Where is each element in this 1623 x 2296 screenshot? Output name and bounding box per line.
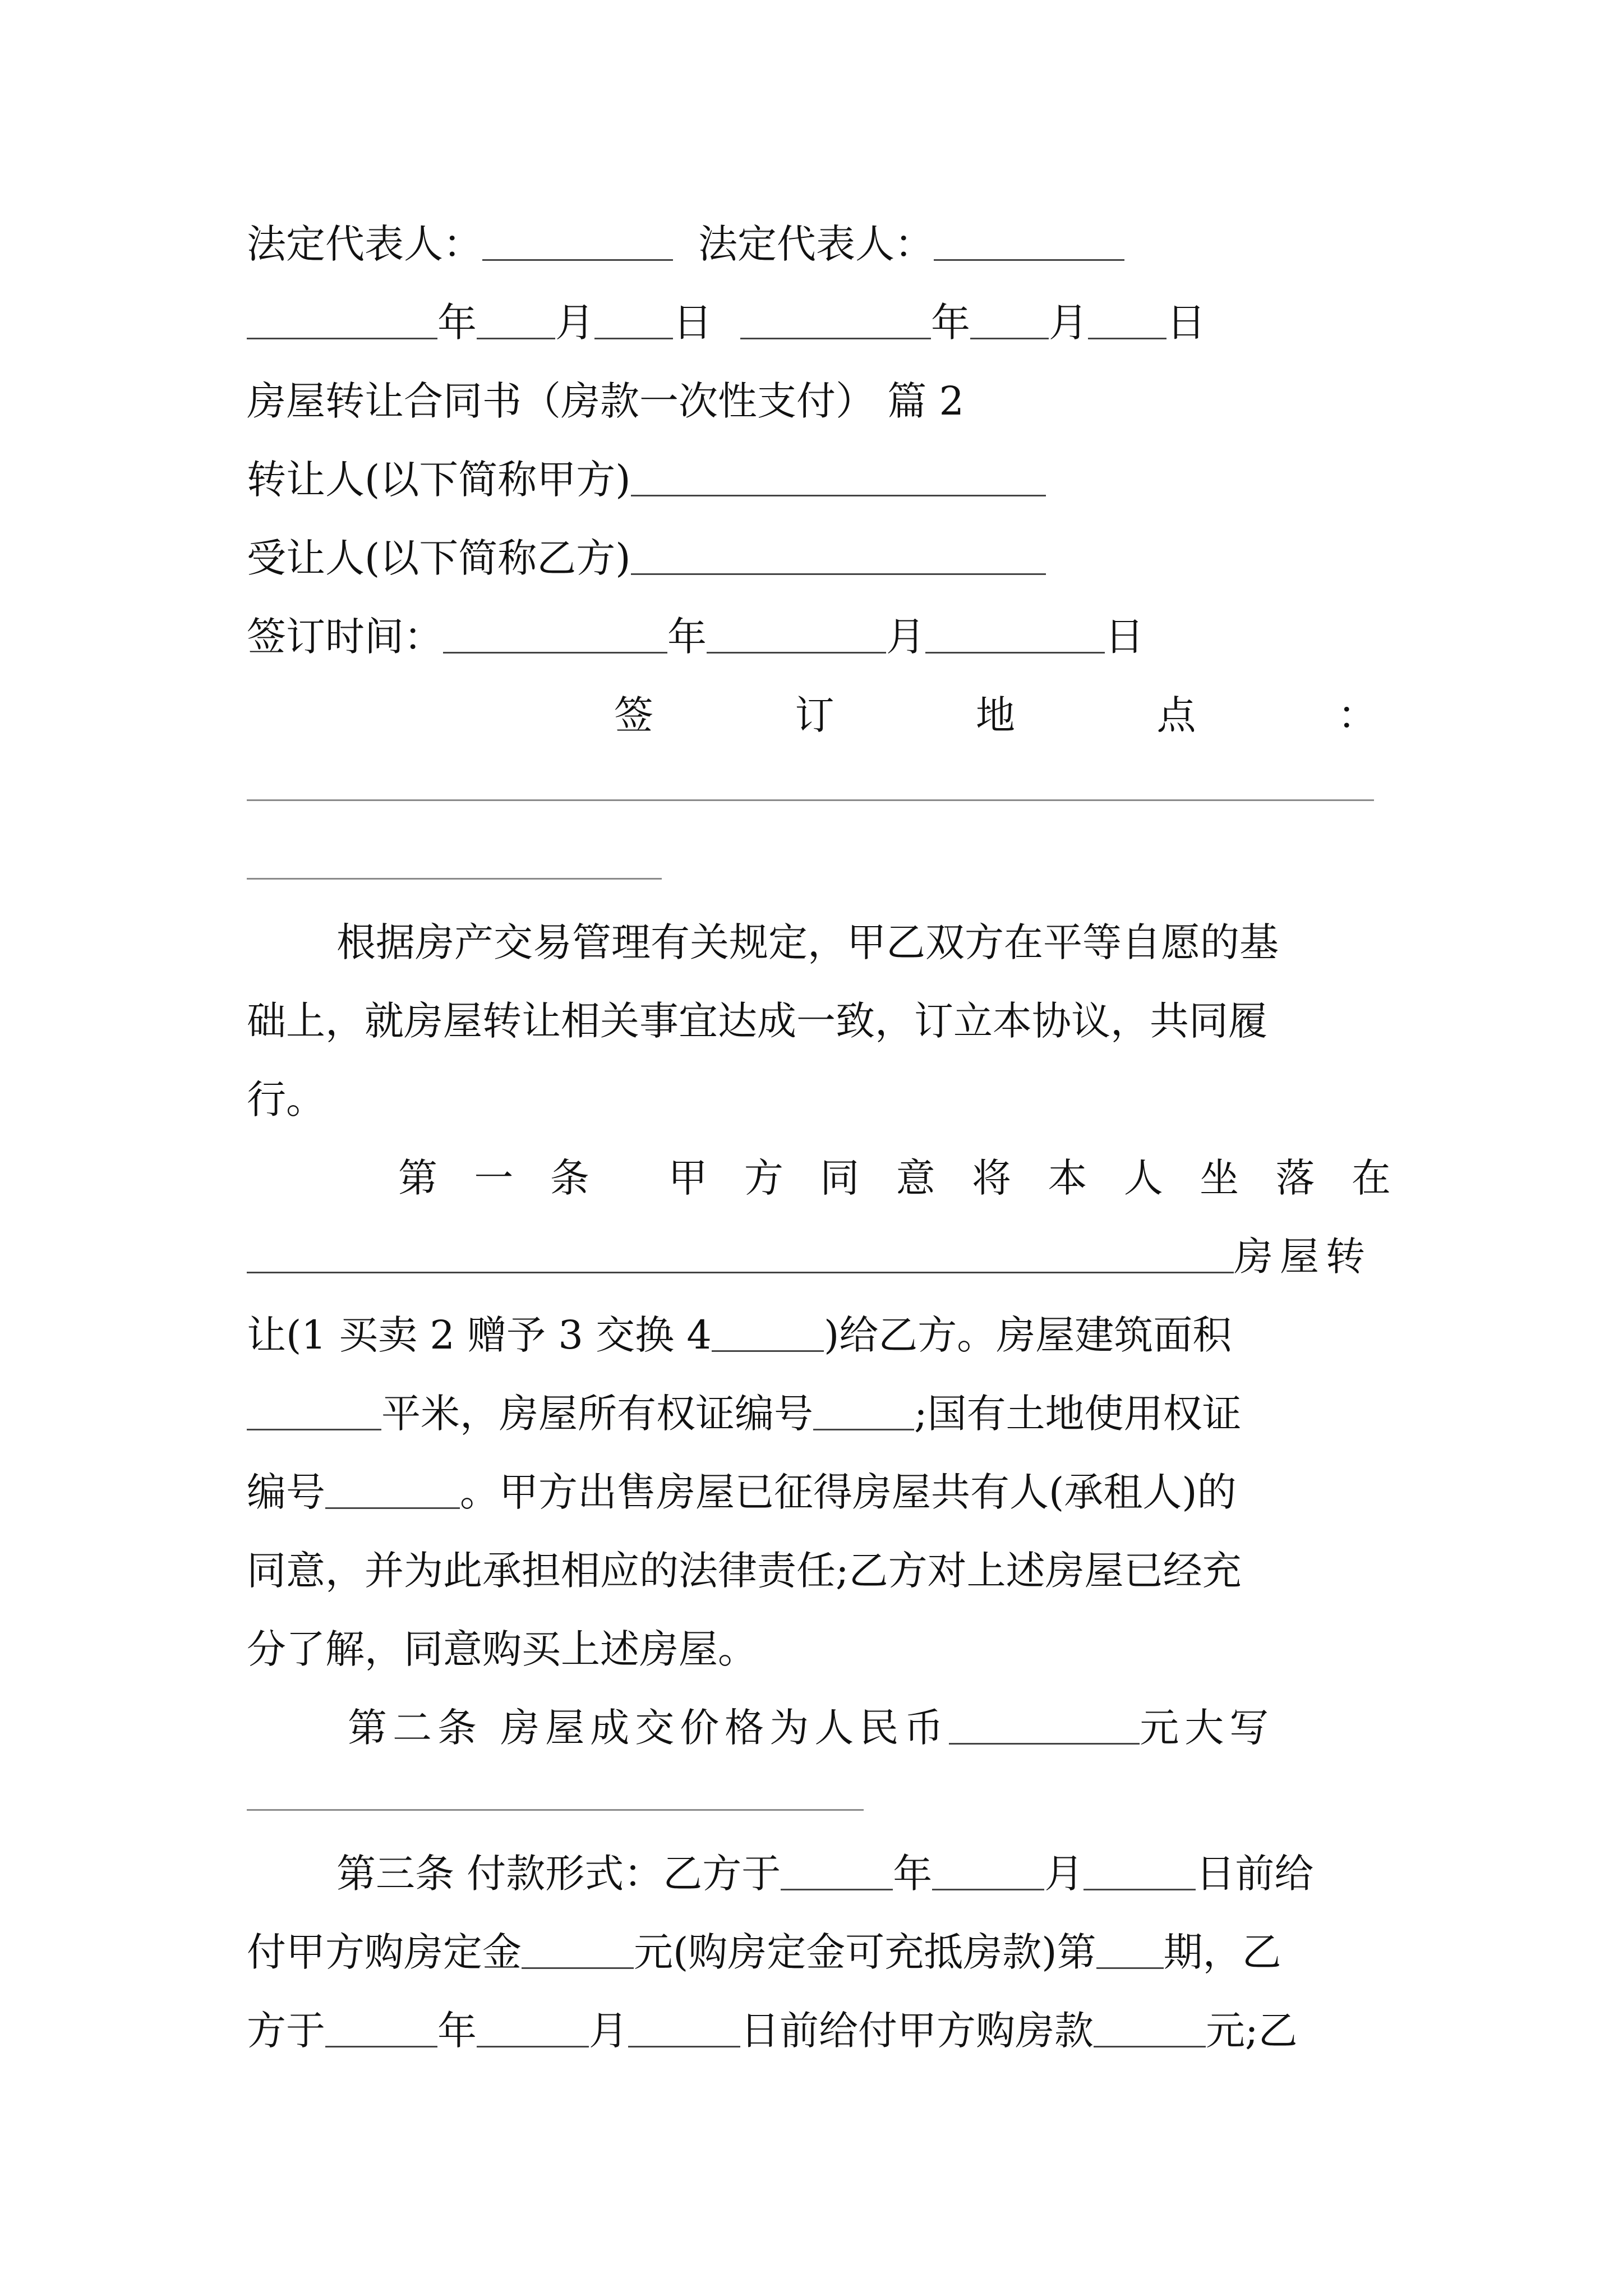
blank bbox=[482, 220, 673, 261]
date-line bbox=[247, 283, 1391, 362]
blank bbox=[707, 613, 886, 654]
price-words-blank bbox=[247, 1809, 864, 1811]
char: 坐 bbox=[1200, 1155, 1239, 1201]
blank bbox=[628, 2007, 740, 2047]
char: 甲 bbox=[668, 1155, 708, 1201]
sign-place-char: 订 bbox=[795, 692, 834, 738]
place-blank-line bbox=[247, 878, 662, 880]
intro-line: 础上，就房屋转让相关事宜达成一致，订立本协议，共同履 bbox=[247, 998, 1267, 1044]
blank bbox=[594, 298, 673, 339]
blank bbox=[1088, 298, 1166, 339]
blank bbox=[325, 1468, 460, 1509]
sign-place-char: 地 bbox=[976, 692, 1015, 738]
text: 元;乙 bbox=[1206, 2008, 1298, 2054]
intro-line: 行。 bbox=[247, 1076, 325, 1122]
transferor-line bbox=[247, 440, 1391, 519]
month-text: 月 bbox=[1049, 300, 1088, 346]
price-blank bbox=[949, 1704, 1140, 1745]
legal-rep-label-b: 法定代表人： bbox=[698, 221, 934, 267]
text: 日前给付甲方购房款 bbox=[740, 2008, 1094, 2054]
article-3-line bbox=[336, 1834, 1391, 1913]
blank bbox=[1083, 1849, 1196, 1890]
contract-title: 房屋转让合同书（房款一次性支付） 篇 2 bbox=[247, 378, 965, 424]
legal-rep-label-a: 法定代表人： bbox=[247, 221, 482, 267]
text: )给乙方。房屋建筑面积 bbox=[823, 1312, 1232, 1358]
text: 房屋转 bbox=[1234, 1234, 1372, 1280]
char: 将 bbox=[972, 1155, 1011, 1201]
month-text: 月 bbox=[886, 614, 925, 660]
year-text: 年 bbox=[931, 300, 970, 346]
transferee-label: 受让人(以下简称乙方) bbox=[247, 535, 631, 581]
blank bbox=[631, 534, 1046, 575]
month-text: 月 bbox=[555, 300, 594, 346]
char: 一 bbox=[474, 1155, 514, 1201]
blank bbox=[934, 220, 1124, 261]
sign-place-line bbox=[614, 676, 1377, 754]
text: 让(1 买卖 2 赠予 3 交换 4 bbox=[247, 1312, 712, 1358]
place-blank-line bbox=[247, 799, 1374, 801]
blank bbox=[247, 1389, 381, 1430]
text: 第二条 房屋成交价格为人民币 bbox=[348, 1705, 949, 1751]
blank bbox=[522, 1928, 634, 1969]
transferor-label: 转让人(以下简称甲方) bbox=[247, 457, 631, 503]
text: 元大写 bbox=[1140, 1705, 1275, 1751]
article-1-line bbox=[247, 1296, 1391, 1374]
blank bbox=[1096, 1928, 1164, 1969]
sign-place-char: ： bbox=[1338, 692, 1377, 738]
text: 平米，房屋所有权证编号 bbox=[381, 1391, 813, 1437]
sign-time-line bbox=[247, 597, 1391, 676]
text: 方于 bbox=[247, 2008, 325, 2054]
day-text: 日 bbox=[673, 300, 712, 346]
blank bbox=[740, 298, 931, 339]
article-1-line bbox=[247, 1217, 1391, 1296]
text: 编号 bbox=[247, 1469, 325, 1515]
address-blank bbox=[247, 1232, 1234, 1273]
blank bbox=[813, 1389, 914, 1430]
article-1-line bbox=[247, 1453, 1391, 1531]
article-3-line bbox=[247, 1991, 1391, 2070]
blank bbox=[631, 455, 1046, 496]
blank bbox=[325, 2007, 437, 2047]
text: 元(购房定金可充抵房款)第 bbox=[634, 1929, 1096, 1975]
char: 条 bbox=[550, 1155, 589, 1201]
text: 期，乙 bbox=[1163, 1929, 1281, 1975]
char: 落 bbox=[1275, 1155, 1315, 1201]
blank bbox=[247, 298, 437, 339]
char: 同 bbox=[820, 1155, 860, 1201]
sign-place-char: 点 bbox=[1156, 692, 1196, 738]
year-text: 年 bbox=[437, 300, 477, 346]
text: 月 bbox=[1044, 1851, 1084, 1897]
year-text: 年 bbox=[667, 614, 707, 660]
blank bbox=[932, 1849, 1044, 1890]
blank bbox=[970, 298, 1049, 339]
blank bbox=[477, 298, 555, 339]
article-1-line bbox=[247, 1374, 1391, 1453]
char: 人 bbox=[1123, 1155, 1163, 1201]
char: 本 bbox=[1048, 1155, 1087, 1201]
blank bbox=[781, 1849, 893, 1890]
char: 在 bbox=[1351, 1155, 1391, 1201]
text: 第三条 付款形式：乙方于 bbox=[336, 1851, 781, 1897]
text: 。甲方出售房屋已征得房屋共有人(承租人)的 bbox=[460, 1469, 1237, 1515]
article-1-line: 分了解，同意购买上述房屋。 bbox=[247, 1626, 757, 1672]
text: 年 bbox=[437, 2008, 477, 2054]
article-3-line bbox=[247, 1913, 1391, 1991]
blank bbox=[443, 613, 667, 654]
article-2-line bbox=[348, 1688, 1391, 1767]
legal-rep-line bbox=[247, 205, 1391, 283]
text: 月 bbox=[589, 2008, 628, 2054]
blank bbox=[925, 613, 1105, 654]
article-1-line: 同意，并为此承担相应的法律责任;乙方对上述房屋已经充 bbox=[247, 1548, 1242, 1594]
char: 意 bbox=[896, 1155, 935, 1201]
day-text: 日 bbox=[1105, 614, 1144, 660]
article-1-heading bbox=[398, 1139, 1391, 1217]
char: 方 bbox=[744, 1155, 783, 1201]
transferee-line bbox=[247, 519, 1391, 597]
blank bbox=[712, 1311, 824, 1352]
char: 第 bbox=[398, 1155, 437, 1201]
text: ;国有土地使用权证 bbox=[914, 1391, 1242, 1437]
text: 付甲方购房定金 bbox=[247, 1929, 522, 1975]
blank bbox=[1094, 2007, 1206, 2047]
text: 日前给 bbox=[1196, 1851, 1314, 1897]
text: 年 bbox=[893, 1851, 933, 1897]
intro-line: 根据房产交易管理有关规定，甲乙双方在平等自愿的基 bbox=[336, 919, 1279, 965]
sign-place-char: 签 bbox=[614, 692, 653, 738]
blank bbox=[477, 2007, 589, 2047]
day-text: 日 bbox=[1166, 300, 1206, 346]
sign-time-label: 签订时间： bbox=[247, 614, 443, 660]
